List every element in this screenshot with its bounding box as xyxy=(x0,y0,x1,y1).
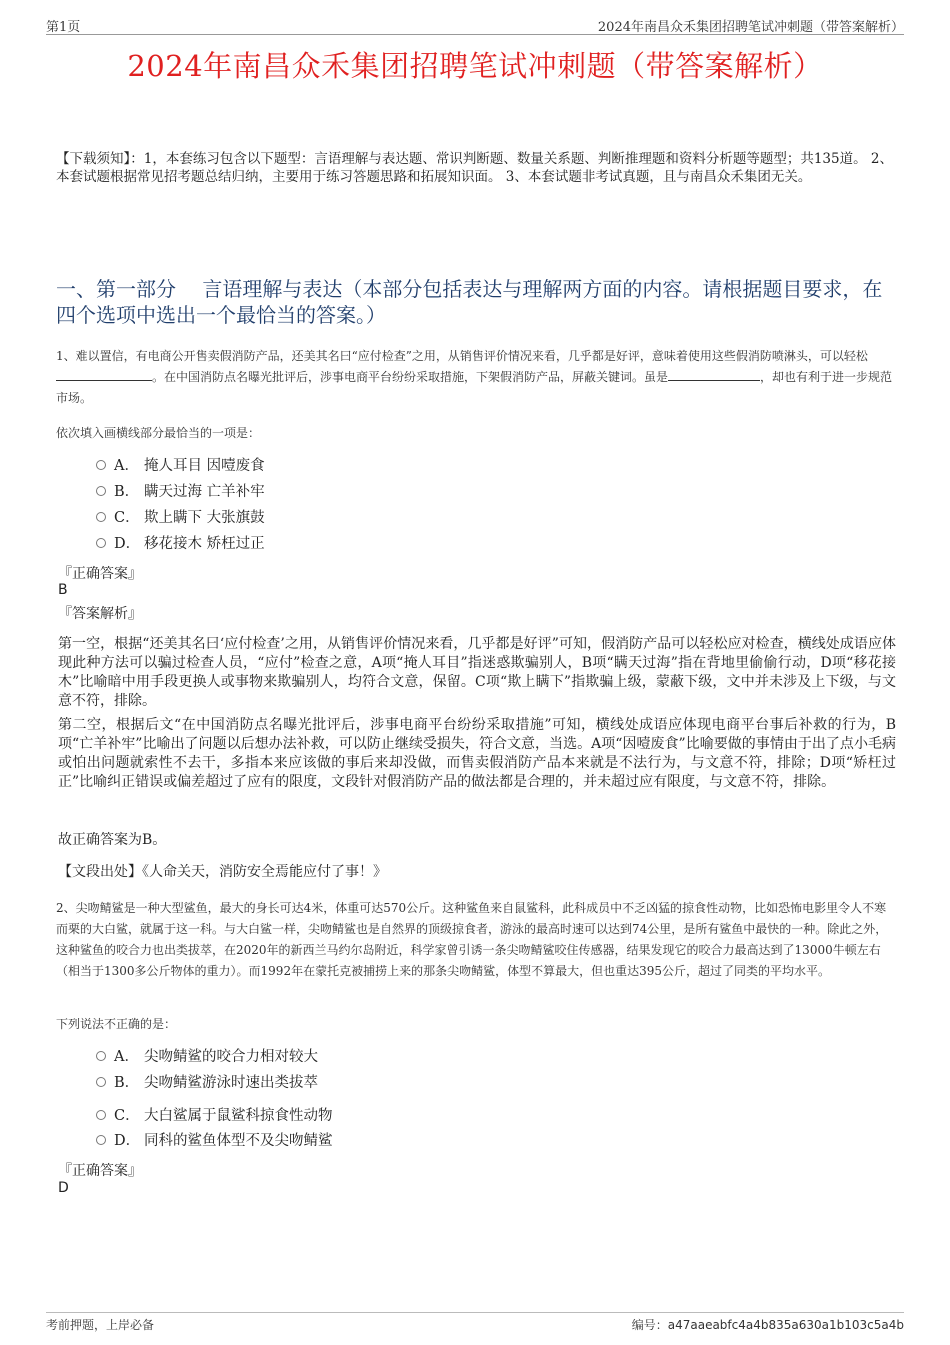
q1-option-d[interactable]: D． 移花接木 矫枉过正 xyxy=(96,533,265,555)
question-1-stem xyxy=(56,346,898,409)
q1-stem-part-a: 1、难以置信，有电商公开售卖假消防产品，还美其名曰“应付检查”之用，从销售评价情况来看，几乎都是好评，意味着使用这些假消防喷淋头，可以轻松 xyxy=(56,349,868,363)
q1-analysis-paragraph-1: 第一空，根据“还美其名曰‘应付检查’之用，从销售评价情况来看，几乎都是好评”可知，假消防产品可以轻松应对检查，横线处成语应体现此种方法可以骗过检查人员，“应付”检查之意，A项“掩人耳目”指迷惑欺骗别人，B项“瞒天过海”指在背地里偷偷行动，D项“移花接木”比喻暗中用手段更换人或事物来欺骗别人，均符合文意，保留。C项“欺上瞒下”指欺骗上级，蒙蔽下级，文中并未涉及上下级，与文意不符，排除。 xyxy=(58,636,896,709)
section-heading: 一、第一部分 言语理解与表达（本部分包括表达与理解两方面的内容。请根据题目要求，在四个选项中选出一个最恰当的答案。） xyxy=(56,277,883,327)
radio-icon[interactable] xyxy=(96,460,106,470)
q2-option-b[interactable]: B． 尖吻鲭鲨游泳时速出类拔萃 xyxy=(96,1072,318,1094)
q1-option-c[interactable]: C． 欺上瞒下 大张旗鼓 xyxy=(96,507,265,529)
code-value: a47aaeabfc4a4b835a630a1b103c5a4b xyxy=(667,1318,904,1332)
blank-2 xyxy=(668,368,760,381)
question-1-prompt: 依次填入画横线部分最恰当的一项是： xyxy=(56,426,261,440)
q2-option-d[interactable]: D． 同科的鲨鱼体型不及尖吻鲭鲨 xyxy=(96,1130,333,1152)
q1-stem-part-c: ，却也有利于进一步规范市场。 xyxy=(56,370,893,405)
radio-icon[interactable] xyxy=(96,1110,106,1120)
q1-answer: B xyxy=(58,582,68,598)
header-doc-title: 2024年南昌众禾集团招聘笔试冲刺题（带答案解析） xyxy=(597,20,904,35)
question-2-stem: 2、尖吻鲭鲨是一种大型鲨鱼，最大的身长可达4米，体重可达570公斤。这种鲨鱼来自鼠鲨科，此科成员中不乏凶猛的掠食性动物，比如恐怖电影里令人不寒而栗的大白鲨，就属于这一科。与大白鲨一样，尖吻鲭鲨也是自然界的顶级掠食者，游泳的最高时速可以达到74公里，是所有鲨鱼中最快的一种。除此之外，这种鲨鱼的咬合力也出类拔萃，在2020年的新西兰马约尔岛附近，科学家曾引诱一条尖吻鲭鲨咬住传感器，结果发现它的咬合力最高达到了13000牛顿左右（相当于1300多公斤物体的重力）。而1992年在蒙托克被捕捞上来的那条尖吻鲭鲨，体型不算最大，但也重达395公斤，超过了同类的平均水平。 xyxy=(56,901,888,978)
q1-option-a[interactable]: A． 掩人耳目 因噎废食 xyxy=(96,455,265,477)
radio-icon[interactable] xyxy=(96,1077,106,1087)
page-number: 第1页 xyxy=(46,20,81,35)
footer-slogan: 考前押题，上岸必备 xyxy=(46,1318,155,1332)
radio-icon[interactable] xyxy=(96,486,106,496)
page-header xyxy=(46,14,904,35)
q2-answer: D xyxy=(58,1180,69,1196)
download-notice: 【下载须知】：1，本套练习包含以下题型：言语理解与表达题、常识判断题、数量关系题、判断推理题和资料分析题等题型；共135道。 2、本套试题根据常见招考题总结归纳，主要用于练习答题思路和拓展知识面。 3、本套试题非考试真题，且与南昌众禾集团无关。 xyxy=(56,151,893,185)
radio-icon[interactable] xyxy=(96,512,106,522)
q2-option-a[interactable]: A． 尖吻鲭鲨的咬合力相对较大 xyxy=(96,1046,318,1068)
document-code xyxy=(632,1316,904,1333)
page-footer xyxy=(46,1312,904,1332)
q1-analysis-label: 『答案解析』 xyxy=(58,606,142,622)
q1-source: 【文段出处】《人命关天，消防安全焉能应付了事！》 xyxy=(58,864,387,880)
q1-stem-part-b: 。在中国消防点名曝光批评后，涉事电商平台纷纷采取措施，下架假消防产品，屏蔽关键词。虽是 xyxy=(152,370,669,384)
radio-icon[interactable] xyxy=(96,538,106,548)
code-label: 编号： xyxy=(631,1318,668,1332)
radio-icon[interactable] xyxy=(96,1051,106,1061)
q1-answer-label: 『正确答案』 xyxy=(58,566,142,582)
document-title: 2024年南昌众禾集团招聘笔试冲刺题（带答案解析） xyxy=(127,49,823,83)
q2-answer-label: 『正确答案』 xyxy=(58,1163,142,1179)
radio-icon[interactable] xyxy=(96,1135,106,1145)
q2-option-c[interactable]: C． 大白鲨属于鼠鲨科掠食性动物 xyxy=(96,1105,333,1127)
q1-conclusion: 故正确答案为B。 xyxy=(58,832,167,848)
q1-analysis-paragraph-2: 第二空，根据后文“在中国消防点名曝光批评后，涉事电商平台纷纷采取措施”可知，横线处成语应体现电商平台事后补救的行为，B项“亡羊补牢”比喻出了问题以后想办法补救，可以防止继续受损失，符合文意，当选。A项“因噎废食”比喻要做的事情由于出了点小毛病或怕出问题就索性不去干，多指本来应该做的事后来却没做，而售卖假消防产品本来就是不法行为，与文意不符，排除；D项“矫枉过正”比喻纠正错误或偏差超过了应有的限度，文段针对假消防产品的做法都是合理的，并未超过应有限度，与文意不符，排除。 xyxy=(58,717,896,790)
q1-option-b[interactable]: B． 瞒天过海 亡羊补牢 xyxy=(96,481,265,503)
question-2-prompt: 下列说法不正确的是： xyxy=(56,1017,177,1031)
blank-1 xyxy=(56,368,152,381)
